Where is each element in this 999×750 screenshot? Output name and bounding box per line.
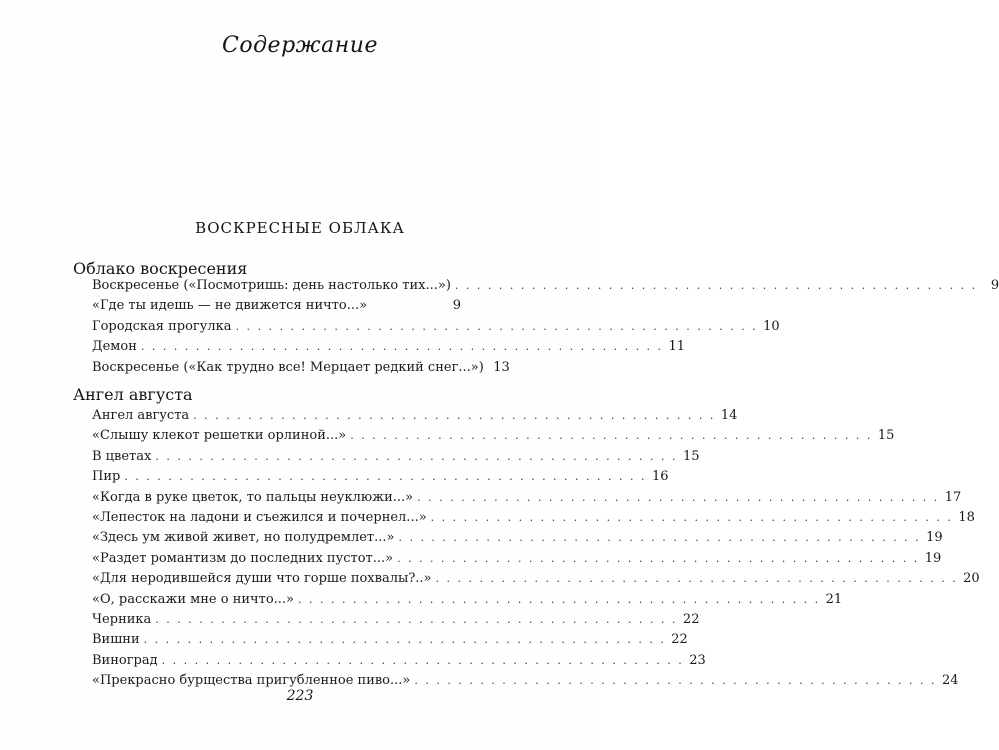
toc-entry-title: Ангел августа bbox=[92, 408, 190, 423]
toc-entry-page: 22 bbox=[682, 611, 700, 627]
toc-entry-title: «Прекрасно бурщества пригубленное пиво...» bbox=[92, 673, 411, 689]
toc-entry bbox=[92, 489, 962, 510]
toc-entry-page: 10 bbox=[763, 318, 780, 334]
toc-entry-title: Виноград bbox=[92, 652, 158, 668]
toc-entry-title: Вишни bbox=[92, 632, 140, 648]
leader-dots: . . . . . . . . . . . . . . . . . . . . . . . . . . . . . . . . . . . . . . . . . . . . . . . . bbox=[417, 490, 940, 504]
leader-dots: . . . . . . . . . . . . . . . . . . . . . . . . . . . . . . . . . . . . . . . . . . . . . . . . bbox=[397, 551, 920, 565]
toc-entry-title: Воскресенье («Посмотришь: день настолько тих...») bbox=[92, 278, 451, 293]
toc-entry-page: 9 bbox=[990, 278, 999, 293]
leader-dots: . . . . . . . . . . . . . . . . . . . . . . . . . . . . . . . . . . . . . . . . . . . . . . . . bbox=[140, 340, 664, 354]
toc-entry bbox=[92, 408, 738, 428]
toc-entry-title: «Когда в руке цветок, то пальцы неуклюжи...» bbox=[92, 489, 414, 505]
toc-entry bbox=[92, 298, 461, 318]
toc-entry-page: 21 bbox=[825, 591, 843, 607]
toc-entry-page: 13 bbox=[493, 359, 510, 375]
leader-dots: . . . . . . . . . . . . . . . . . . . . . . . . . . . . . . . . . . . . . . . . . . . . . . . . bbox=[143, 633, 666, 647]
toc-entry bbox=[92, 530, 943, 550]
toc-entry-title: «Для неродившейся души что горше похвалы?..» bbox=[92, 571, 432, 587]
leader-dots: . . . . . . . . . . . . . . . . . . . . . . . . . . . . . . . . . . . . . . . . . . . . . . . . bbox=[298, 592, 821, 606]
leader-dots: . . . . . . . . . . . . . . . . . . . . . . . . . . . . . . . . . . . . . . . . . . . . . . . . bbox=[398, 531, 921, 545]
folio-page-number: 223 bbox=[286, 688, 314, 704]
toc-entry-page: 19 bbox=[926, 530, 943, 546]
part-title: ВОСКРЕСНЫЕ ОБЛАКА bbox=[195, 219, 405, 237]
toc-entry-page: 16 bbox=[651, 469, 669, 485]
toc-entry bbox=[92, 428, 895, 448]
section-title-cloud-of-resurrection: Облако воскресения bbox=[73, 259, 248, 278]
leader-dots: . . . . . . . . . . . . . . . . . . . . . . . . . . . . . . . . . . . . . . . . . . . . . . . . bbox=[235, 319, 758, 333]
toc-entry bbox=[92, 571, 980, 591]
toc-entry-page: 19 bbox=[924, 550, 942, 566]
toc-list-section-2 bbox=[92, 408, 980, 693]
toc-entry bbox=[92, 632, 688, 652]
toc-entry-title: «Слышу клекот решетки орлиной...» bbox=[92, 428, 347, 444]
toc-entry-page: 11 bbox=[668, 339, 686, 355]
toc-entry-title: «Здесь ум живой живет, но полудремлет...» bbox=[92, 530, 395, 546]
toc-entry-page: 20 bbox=[963, 571, 980, 587]
toc-entry-title: Черника bbox=[92, 611, 152, 627]
toc-entry bbox=[92, 278, 999, 298]
leader-dots: . . . . . . . . . . . . . . . . . . . . . . . . . . . . . . . . . . . . . . . . . . . . . . . . bbox=[430, 510, 953, 524]
toc-entry-page: 14 bbox=[720, 408, 738, 423]
toc-entry-page: 18 bbox=[958, 509, 975, 525]
toc-entry-title: В цветах bbox=[92, 448, 152, 464]
toc-entry bbox=[92, 550, 942, 571]
leader-dots: . . . . . . . . . . . . . . . . . . . . . . . . . . . . . . . . . . . . . . . . . . . . . . . . bbox=[350, 429, 873, 443]
toc-entry bbox=[92, 591, 843, 612]
toc-entry-title: «О, расскажи мне о ничто...» bbox=[92, 591, 294, 607]
leader-dots: . . . . . . . . . . . . . . . . . . . . . . . . . . . . . . . . . . . . . . . . . . . . . . . . bbox=[414, 674, 937, 688]
toc-entry bbox=[92, 339, 686, 359]
leader-dots: . . . . . . . . . . . . . . . . . . . . . . . . . . . . . . . . . . . . . . . . . . . . . . . . bbox=[193, 409, 716, 422]
leader-dots: . . . . . . . . . . . . . . . . . . . . . . . . . . . . . . . . . . . . . . . . . . . . . . . . bbox=[435, 572, 958, 586]
leader-dots: . . . . . . . . . . . . . . . . . . . . . . . . . . . . . . . . . . . . . . . . . . . . . . . . bbox=[124, 470, 647, 484]
toc-entry-title: Пир bbox=[92, 469, 121, 485]
leader-dots: . . . . . . . . . . . . . . . . . . . . . . . . . . . . . . . . . . . . . . . . . . . . . . . . bbox=[454, 279, 978, 292]
toc-entry-title: «Раздет романтизм до последних пустот...» bbox=[92, 550, 394, 566]
toc-entry-page: 15 bbox=[877, 428, 895, 444]
toc-entry-title: Демон bbox=[92, 339, 137, 355]
toc-entry-page: 17 bbox=[944, 489, 962, 505]
toc-entry bbox=[92, 318, 780, 339]
contents-heading: Содержание bbox=[222, 33, 378, 58]
leader-dots: . . . . . . . . . . . . . . . . . . . . . . . . . . . . . . . . . . . . . . . . . . . . . . . . bbox=[155, 449, 678, 463]
toc-entry-page: 15 bbox=[682, 448, 700, 464]
leader-dots: . . . . . . . . . . . . . . . . . . . . . . . . . . . . . . . . . . . . . . . . . . . . . . . . bbox=[161, 653, 684, 667]
toc-entry bbox=[92, 509, 975, 530]
toc-entry-page: 23 bbox=[689, 652, 706, 668]
toc-entry bbox=[92, 359, 510, 380]
toc-list-section-1 bbox=[92, 278, 999, 380]
toc-entry bbox=[92, 611, 700, 632]
toc-entry-title: Воскресенье («Как трудно все! Мерцает редкий снег...») bbox=[92, 359, 484, 375]
toc-entry-page: 22 bbox=[671, 632, 688, 648]
section-title-angel-of-august: Ангел августа bbox=[73, 385, 193, 404]
toc-entry-title: «Где ты идешь — не движется ничто...» bbox=[92, 298, 368, 314]
toc-entry bbox=[92, 469, 669, 489]
toc-entry-title: Городская прогулка bbox=[92, 318, 232, 334]
toc-entry bbox=[92, 652, 706, 673]
leader-dots: . . . . . . . . . . . . . . . . . . . . . . . . . . . . . . . . . . . . . . . . . . . . . . . . bbox=[155, 612, 678, 626]
toc-entry-title: «Лепесток на ладони и съежился и почернел...» bbox=[92, 509, 427, 525]
toc-entry bbox=[92, 448, 700, 469]
toc-entry-page: 24 bbox=[942, 673, 959, 689]
toc-entry-page: 9 bbox=[452, 298, 461, 314]
